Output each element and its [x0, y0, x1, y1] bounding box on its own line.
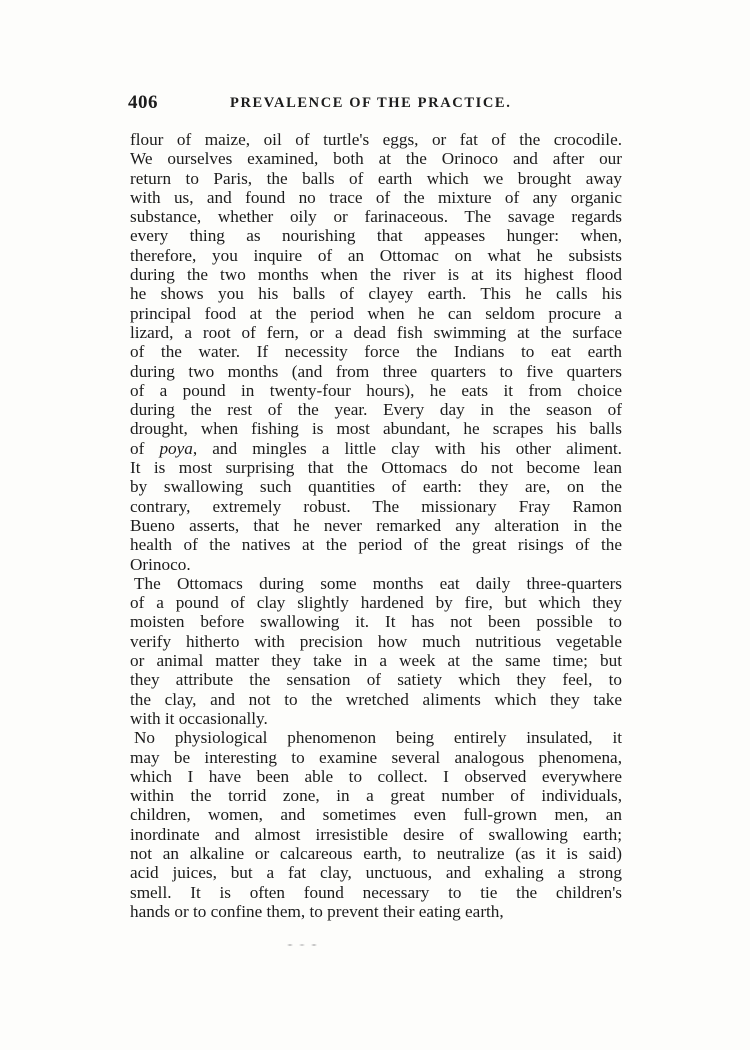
text-line: flour of maize, oil of turtle's eggs, or fat of the crocodile.	[130, 130, 622, 149]
text-line: health of the natives at the period of the great risings of the	[130, 535, 622, 555]
text-line: return to Paris, the balls of earth which we brought away	[130, 168, 622, 188]
text-line: he shows you his balls of clayey earth. This he calls his	[130, 284, 622, 304]
text-line: We ourselves examined, both at the Orinoco and after our	[130, 149, 622, 169]
text-line: every thing as nourishing that appeases hunger: when,	[130, 226, 622, 246]
page-number: 406	[128, 92, 158, 113]
text-line: not an alkaline or calcareous earth, to neutralize (as it is said)	[130, 843, 622, 863]
text-line: of the water. If necessity force the Indians to eat earth	[130, 342, 622, 362]
print-speck	[287, 944, 317, 946]
text-line: hands or to confine them, to prevent their eating earth,	[130, 901, 504, 921]
text-line: No physiological phenomenon being entirely insulated, it	[134, 728, 622, 748]
text-line: within the torrid zone, in a great number of individuals,	[130, 786, 622, 806]
text-line: acid juices, but a fat clay, unctuous, and exhaling a strong	[130, 863, 622, 883]
text-line: Bueno asserts, that he never remarked any alteration in the	[130, 515, 622, 535]
text-line: they attribute the sensation of satiety which they feel, to	[130, 670, 622, 690]
text-line: with it occasionally.	[130, 708, 268, 728]
text-line: principal food at the period when he can seldom procure a	[130, 303, 622, 323]
paragraph	[130, 728, 622, 921]
body-text	[130, 130, 622, 921]
text-line: during the rest of the year. Every day in the season of	[130, 400, 622, 420]
text-line: contrary, extremely robust. The missionary Fray Ramon	[130, 496, 622, 516]
text-line: of poya, and mingles a little clay with his other aliment.	[130, 438, 622, 458]
text-line: may be interesting to examine several analogous phenomena,	[130, 747, 622, 767]
text-line: by swallowing such quantities of earth: they are, on the	[130, 477, 622, 497]
text-line: substance, whether oily or farinaceous. The savage regards	[130, 207, 622, 227]
text-line: smell. It is often found necessary to tie the children's	[130, 882, 622, 902]
text-line: Orinoco.	[130, 554, 191, 574]
text-line: drought, when fishing is most abundant, he scrapes his balls	[130, 419, 622, 439]
text-line: therefore, you inquire of an Ottomac on what he subsists	[130, 245, 622, 265]
paragraph	[130, 574, 622, 728]
text-line: children, women, and sometimes even full-grown men, an	[130, 805, 622, 825]
running-title: PREVALENCE OF THE PRACTICE.	[230, 95, 512, 111]
text-line: which I have been able to collect. I observed everywhere	[130, 766, 622, 786]
text-line: verify hitherto with precision how much nutritious vegetable	[130, 631, 622, 651]
running-head	[128, 92, 622, 116]
text-line: The Ottomacs during some months eat daily three-quarters	[134, 573, 622, 593]
text-line: with us, and found no trace of the mixture of any organic	[130, 187, 622, 207]
text-line: moisten before swallowing it. It has not been possible to	[130, 612, 622, 632]
text-line: during two months (and from three quarters to five quarters	[130, 361, 622, 381]
paragraph	[130, 130, 622, 574]
text-line: during the two months when the river is at its highest flood	[130, 265, 622, 285]
text-line: of a pound in twenty-four hours), he eats it from choice	[130, 380, 622, 400]
text-line: lizard, a root of fern, or a dead fish swimming at the surface	[130, 322, 622, 342]
text-line: of a pound of clay slightly hardened by fire, but which they	[130, 593, 622, 613]
text-line: the clay, and not to the wretched aliments which they take	[130, 689, 622, 709]
text-line: inordinate and almost irresistible desire of swallowing earth;	[130, 824, 622, 844]
text-line: or animal matter they take in a week at the same time; but	[130, 651, 622, 671]
text-line: It is most surprising that the Ottomacs do not become lean	[130, 458, 622, 478]
